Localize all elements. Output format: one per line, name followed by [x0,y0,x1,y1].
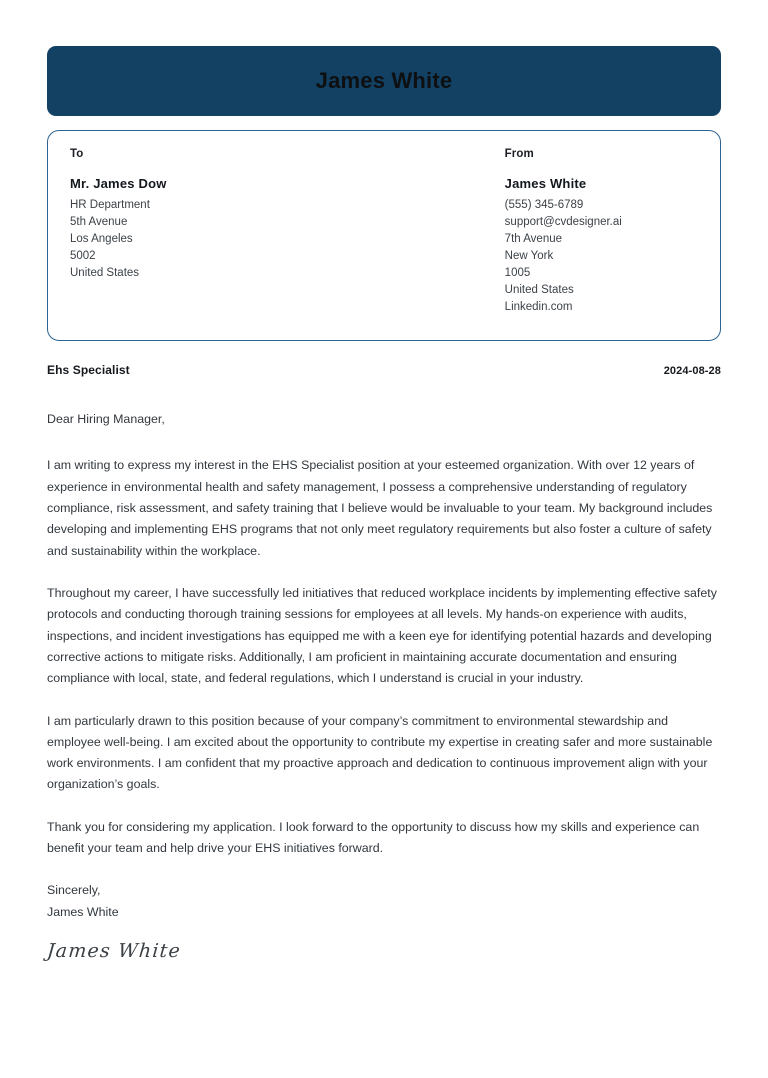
letter-body [47,410,724,962]
recipient-address-line: HR Department [70,199,150,211]
letter-closing [47,880,724,923]
sender-block [502,131,720,340]
signature-script: James White [46,940,182,963]
letter-date: 2024-08-28 [663,365,721,377]
sender-email: support@cvdesigner.ai [504,216,622,229]
recipient-address-line: 5002 [70,250,96,263]
closing-name: James White [47,904,119,919]
sender-phone: (555) 345-6789 [504,199,584,211]
sender-address-line: 1005 [504,267,531,280]
recipient-name: Mr. James Dow [70,176,167,191]
subject-date-row [47,363,721,377]
header-banner [47,46,721,116]
letter-salutation: Dear Hiring Manager, [47,412,165,426]
sender-address-line: United States [504,284,574,297]
sender-address-line: New York [504,250,554,263]
letter-paragraph: I am writing to express my interest in the EHS Specialist position at your esteemed organization. With over 12 years of experience in environmental health and safety management, I possess a comprehensive understanding of regulatory compliance, risk assessment, and safety training that I believe would be invaluable to your team. My background includes developing and implementing EHS programs that not only meet regulatory requirements but also foster a culture of safety and sustainability within the workplace. [47,458,713,558]
recipient-address-line: Los Angeles [70,233,133,246]
letter-subject: Ehs Specialist [47,363,130,377]
sender-heading: From [504,148,534,160]
recipient-address-line: United States [70,267,140,280]
recipient-heading: To [70,148,84,160]
closing-salutation: Sincerely, [47,883,101,898]
candidate-name-header: James White [315,68,453,93]
sender-website: Linkedin.com [504,301,573,314]
letter-paragraph: Throughout my career, I have successfully led initiatives that reduced workplace incidents by implementing effective safety protocols and conducting thorough training sessions for employees at all levels. My hands-on experience with audits, inspections, and incident investigations has equipped me with a keen eye for identifying potential hazards and developing corrective actions to mitigate risks. Additionally, I am proficient in maintaining accurate documentation and ensuring compliance with local, state, and federal regulations, which I understand is crucial in your industry. [47,585,717,686]
sender-name: James White [504,176,587,191]
letter-paragraph: Thank you for considering my application. I look forward to the opportunity to discuss how my skills and experience can benefit your team and help drive your EHS initiatives forward. [47,819,700,856]
sender-address-line: 7th Avenue [504,233,563,246]
recipient-block [48,131,502,340]
address-card [47,130,721,341]
recipient-address-line: 5th Avenue [70,216,128,229]
letter-paragraph: I am particularly drawn to this position because of your company’s commitment to environmental stewardship and employee well-being. I am excited about the opportunity to contribute my expertise in creating safer and more sustainable work environments. I am confident that my proactive approach and dedication to continuous improvement align with your organization’s goals. [47,713,713,792]
